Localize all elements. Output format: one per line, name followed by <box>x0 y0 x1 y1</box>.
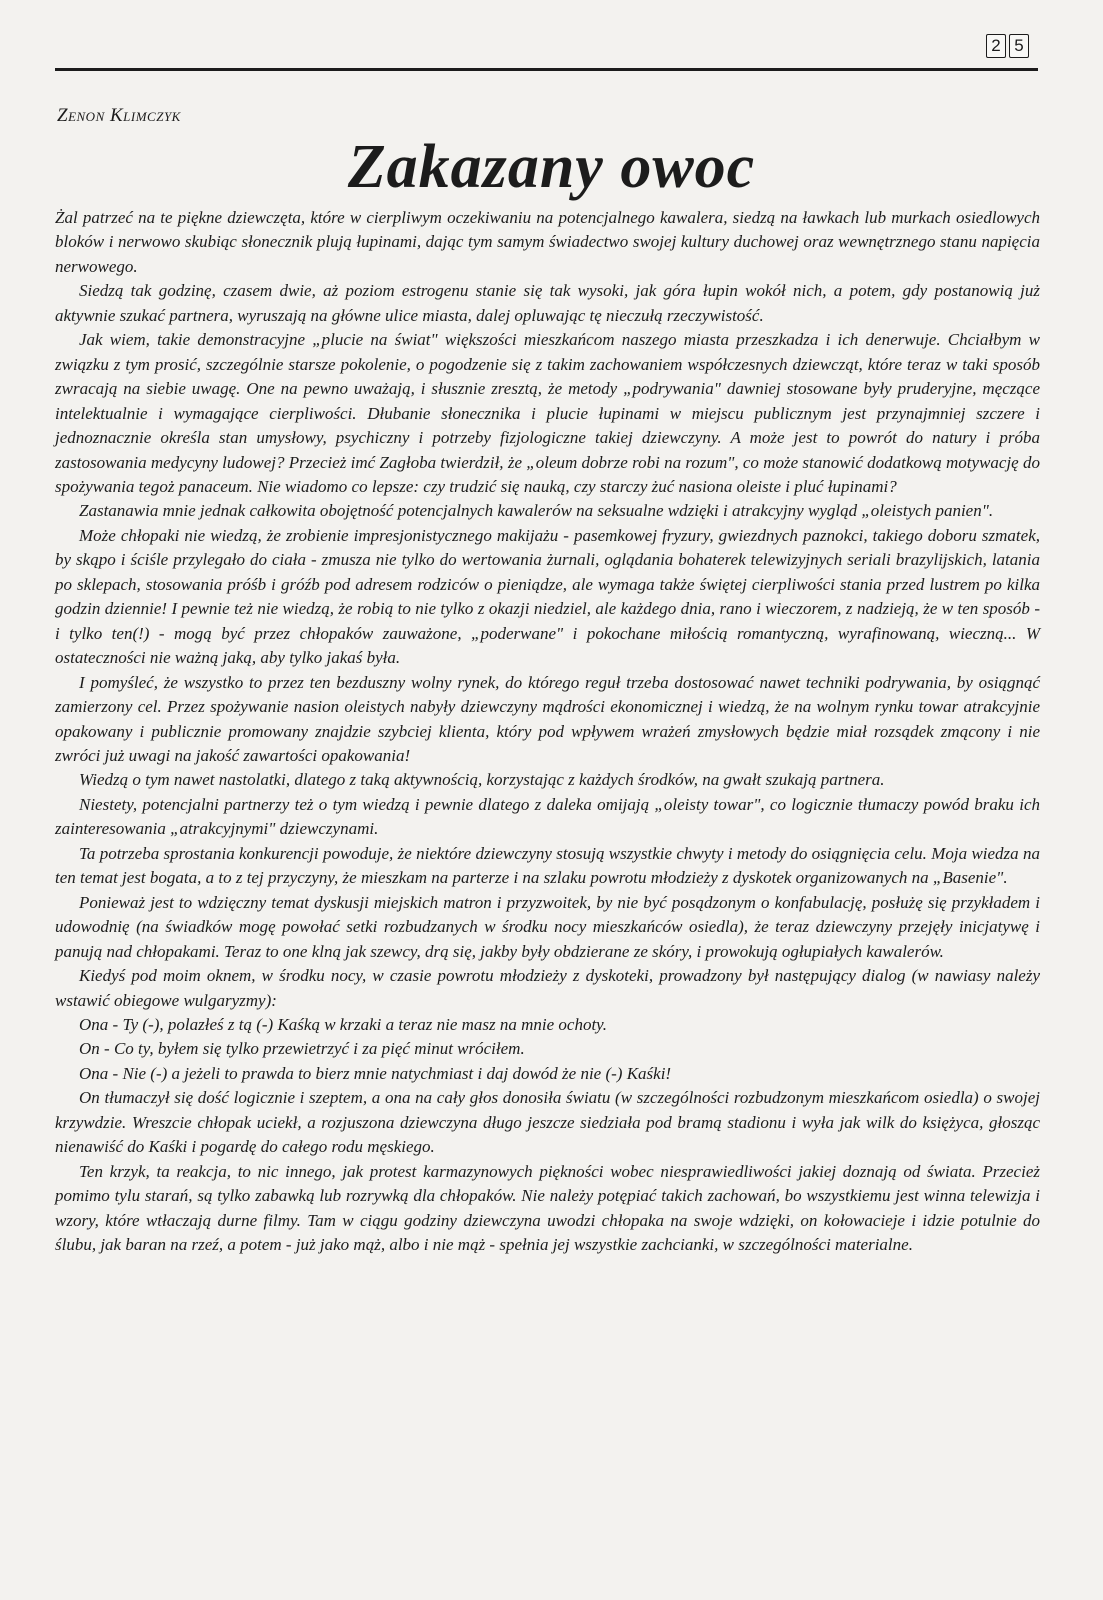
paragraph: I pomyśleć, że wszystko to przez ten bezduszny wolny rynek, do którego reguł trzeba dostosować nawet techniki podrywania, by osiągnąć zamierzony cel. Przez spożywanie nasion oleistych nabyły dziewczyny mądrości ekonomicznej i wiedzą, że na wolnym rynku towar atrakcyjnie opakowany i publicznie promowany znajdzie szybciej klienta, który pod wpływem wrażeń zmysłowych będzie miał rozsądek zmącony i nie zwróci już uwagi na jakość zawartości opakowania! <box>55 672 1040 765</box>
paragraph: Ponieważ jest to wdzięczny temat dyskusji miejskich matron i przyzwoitek, by nie być posądzonym o konfabulację, posłużę się przykładem i udowodnię (na świadków mogę powołać setki rozbudzanych w środku nocy mieszkańców osiedla), że teraz dziewczyny przejęły inicjatywę i panują nad chłopakami. Teraz to one klną jak szewcy, drą się, jakby były obdzierane ze skóry, i prowokują ogłupiałych kawalerów. <box>55 892 1040 961</box>
page-number-digit: 2 <box>986 34 1006 58</box>
paragraph: On tłumaczył się dość logicznie i szeptem, a ona na cały głos donosiła światu (w szczególności rozbudzonym mieszkańcom osiedla) o swojej krzywdzie. Wreszcie chłopak uciekł, a rozjuszona dziewczyna długo jeszcze siedziała pod bramą stadionu i wyła jak wilk do księżyca, głosząc nienawiść do Kaśki i pogardę do całego rodu męskiego. <box>55 1088 1040 1157</box>
paragraph: Jak wiem, takie demonstracyjne „plucie na świat" większości mieszkańcom naszego miasta przeszkadza i ich denerwuje. Chciałbym w związku z tym prosić, szczególnie starsze pokolenie, o pogodzenie się z takim zachowaniem współczesnych dziewcząt, które teraz w taki sposób zwracają na siebie uwagę. One na pewno uważają, i słusznie zresztą, że metody „podrywania" dawniej stosowane były pruderyjne, męczące intelektualnie i wymagające cierpliwości. Dłubanie słonecznika i plucie łupinami w miejscu publicznym jest przynajmniej szczere i jednoznacznie określa stan umysłowy, psychiczny i potrzeby fizjologiczne takiej dziewczyny. A może jest to powrót do natury i próba zastosowania medycyny ludowej? Przecież imć Zagłoba twierdził, że „oleum dobrze robi na rozum", co może stanowić dodatkową motywację do spożywania tegoż panaceum. Nie wiadomo co lepsze: czy trudzić się nauką, czy starczy żuć nasiona oleiste i pluć łupinami? <box>55 330 1040 496</box>
header-rule <box>55 68 1038 71</box>
paragraph: Żal patrzeć na te piękne dziewczęta, które w cierpliwym oczekiwaniu na potencjalnego kawalera, siedzą na ławkach lub murkach osiedlowych bloków i nerwowo skubiąc słonecznik plują łupinami, dając tym samym świadectwo swojej kultury duchowej oraz wewnętrznego stanu napięcia nerwowego. <box>55 208 1040 276</box>
paragraph: Zastanawia mnie jednak całkowita obojętność potencjalnych kawalerów na seksualne wdzięki i atrakcyjny wygląd „oleistych panien". <box>79 501 994 521</box>
article-body <box>55 206 1040 1257</box>
paragraph: Może chłopaki nie wiedzą, że zrobienie impresjonistycznego makijażu - pasemkowej fryzury, gwiezdnych paznokci, takiego doboru szmatek, by skąpo i ściśle przylegało do ciała - zmusza nie tylko do wertowania żurnali, oglądania bohaterek telewizyjnych seriali brazylijskich, latania po sklepach, stosowania próśb i gróźb pod adresem rodziców o pieniądze, ale wymaga także świętej cierpliwości stania przed lustrem po kilka godzin dziennie! I pewnie też nie wiedzą, że robią to nie tylko z okazji niedziel, ale każdego dnia, rano i wieczorem, z nadzieją, że w ten sposób - i tylko ten(!) - mogą być przez chłopaków zauważone, „poderwane" i pokochane miłością romantyczną, wyrafinowaną, wieczną... W ostateczności nie ważną jaką, aby tylko jakaś była. <box>55 525 1040 668</box>
paragraph: Ta potrzeba sprostania konkurencji powoduje, że niektóre dziewczyny stosują wszystkie chwyty i metody do osiągnięcia celu. Moja wiedza na ten temat jest bogata, a to z tej przyczyny, że mieszkam na parterze i na szlaku powrotu młodzieży z dyskotek organizowanych na „Basenie". <box>55 843 1040 888</box>
dialog-line: Ona - Nie (-) a jeżeli to prawda to bierz mnie natychmiast i daj dowód że nie (-) Kaśki! <box>79 1063 672 1083</box>
paragraph: Siedzą tak godzinę, czasem dwie, aż poziom estrogenu stanie się tak wysoki, jak góra łupin wokół nich, a potem, gdy postanowią już aktywnie szukać partnera, wyruszają na główne ulice miasta, dalej opluwając tę nieczułą rzeczywistość. <box>55 281 1040 325</box>
page-number-digit: 5 <box>1009 34 1029 58</box>
dialog-line: Ona - Ty (-), polazłeś z tą (-) Kaśką w krzaki a teraz nie masz na mnie ochoty. <box>79 1014 608 1034</box>
author-name: Zenon Klimczyk <box>57 105 181 126</box>
paragraph: Wiedzą o tym nawet nastolatki, dlatego z taką aktywnością, korzystając z każdych środków, na gwałt szukają partnera. <box>79 770 885 790</box>
dialog-line: On - Co ty, byłem się tylko przewietrzyć i za pięć minut wróciłem. <box>79 1039 525 1059</box>
page-number <box>986 34 1029 58</box>
paragraph: Niestety, potencjalni partnerzy też o tym wiedzą i pewnie dlatego z daleka omijają „oleisty towar", co logicznie tłumaczy powód braku ich zainteresowania „atrakcyjnymi" dziewczynami. <box>55 794 1040 839</box>
paragraph: Ten krzyk, ta reakcja, to nic innego, jak protest karmazynowych piękności wobec niesprawiedliwości jakiej doznają od świata. Przecież pomimo tylu starań, są tylko zabawką lub rozrywką dla chłopaków. Nie należy potępiać takich zachowań, bo wszystkiemu jest winna telewizja i wzory, które wtłaczają durne filmy. Tam w ciągu godziny dziewczyna uwodzi chłopaka na swoje wdzięki, on kołowacieje i idzie potulnie do ślubu, jak baran na rzeź, a potem - już jako mąż, albo i nie mąż - spełnia jej wszystkie zachcianki, w szczególności materialne. <box>55 1161 1040 1255</box>
paragraph: Kiedyś pod moim oknem, w środku nocy, w czasie powrotu młodzieży z dyskoteki, prowadzony był następujący dialog (w nawiasy należy wstawić obiegowe wulgaryzmy): <box>55 966 1040 1010</box>
article-title: Zakazany owoc <box>347 133 756 201</box>
